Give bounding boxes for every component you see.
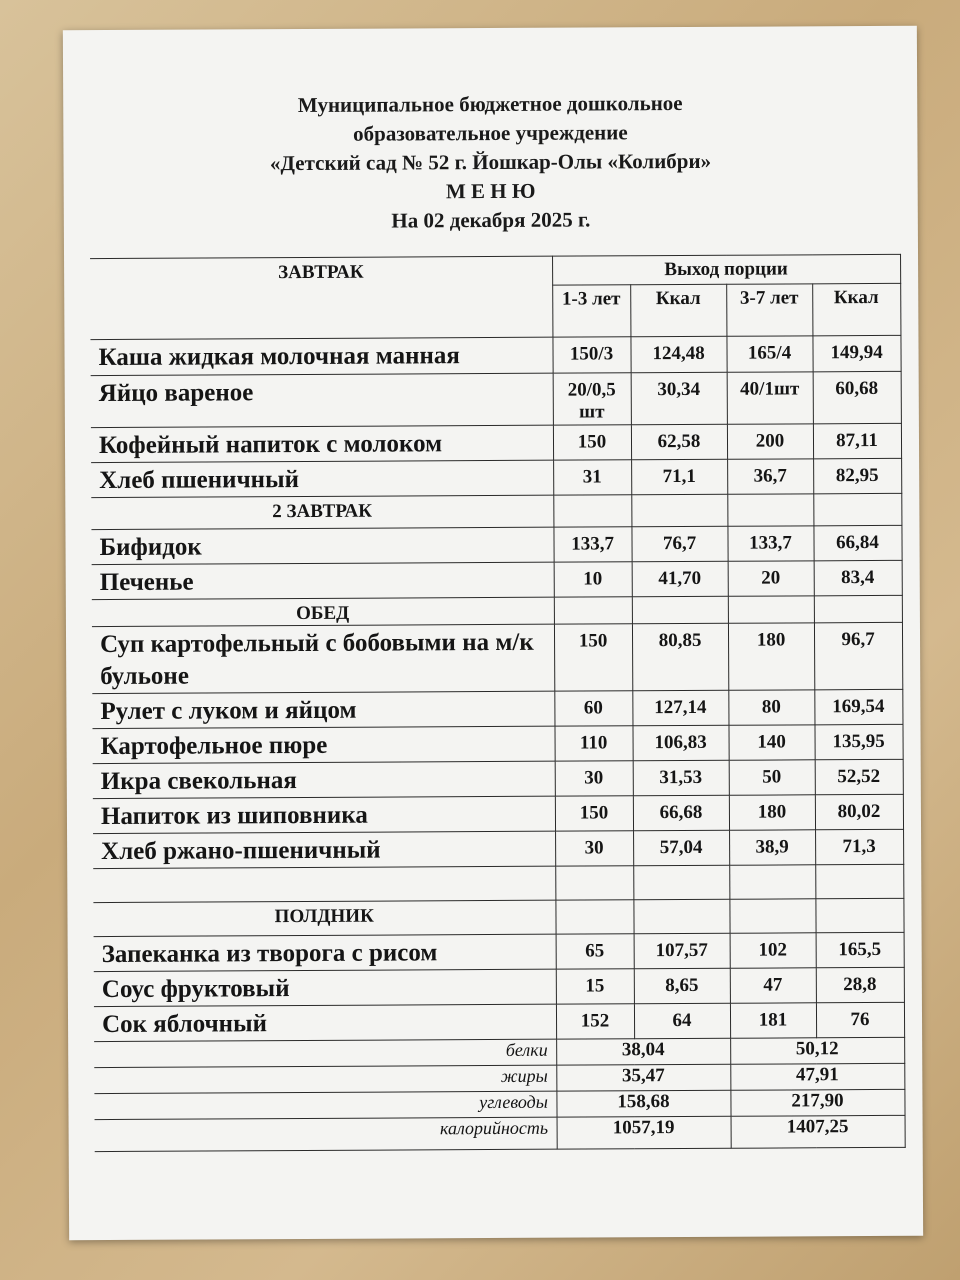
blank-row: [93, 864, 903, 902]
dish-row: [92, 689, 902, 728]
portion-3-7: 40/1шт: [727, 372, 813, 424]
section-title: 2 ЗАВТРАК: [91, 495, 553, 529]
dish-name: Каша жидкая молочная манная: [90, 337, 552, 375]
empty-cell: [815, 898, 903, 932]
portion-1-3: 30: [555, 761, 633, 796]
empty-cell: [554, 597, 632, 624]
kcal-1-3: 66,68: [633, 795, 729, 831]
total-row: [95, 1115, 905, 1151]
dish-row: [93, 759, 903, 798]
portion-3-7: 165/4: [726, 336, 812, 372]
dish-row: [93, 794, 903, 833]
portion-1-3: 60: [554, 691, 632, 726]
menu-sheet: [63, 26, 923, 1240]
kcal-3-7: 135,95: [814, 724, 902, 759]
portion-3-7: 140: [728, 725, 814, 760]
portion-3-7: 20: [728, 561, 814, 596]
total-1-3: 158,68: [556, 1090, 730, 1117]
dish-name: Картофельное пюре: [92, 726, 554, 763]
portion-1-3: 150: [555, 796, 633, 831]
portion-3-7: 181: [730, 1003, 816, 1038]
portion-3-7: 80: [728, 690, 814, 725]
section-title: ПОЛДНИК: [93, 900, 555, 936]
portion-1-3: 65: [556, 934, 634, 969]
dish-name: Яйцо вареное: [91, 373, 553, 427]
section-row: [91, 493, 901, 529]
empty-cell: [729, 899, 815, 933]
kcal-3-7: 83,4: [814, 560, 902, 595]
portion-3-7: 200: [727, 424, 813, 459]
portion-output-header: Выход порции: [552, 254, 900, 285]
empty-cell: [633, 899, 729, 934]
portion-3-7: 47: [730, 968, 816, 1003]
dish-name: Хлеб ржано-пшеничный: [93, 831, 555, 868]
empty-cell: [813, 493, 901, 525]
menu-table: [90, 254, 905, 1152]
dish-row: [93, 829, 903, 868]
portion-1-3: 150/3: [552, 337, 630, 373]
kcal-1-3: 30,34: [631, 372, 727, 425]
kcal-1-3: 31,53: [633, 760, 729, 796]
portion-3-7: 180: [729, 795, 815, 830]
empty-cell: [814, 595, 902, 622]
kcal-3-7: 28,8: [816, 967, 904, 1002]
total-1-3: 1057,19: [557, 1116, 731, 1149]
kcal-3-7: 71,3: [815, 829, 903, 864]
portion-3-7: 50: [729, 760, 815, 795]
kcal-1-3: 41,70: [632, 561, 728, 597]
dish-row: [91, 423, 901, 462]
kcal-1-3: 76,7: [631, 526, 727, 562]
dish-name: Соус фруктовый: [94, 969, 556, 1006]
kcal-1-3: 127,14: [632, 690, 728, 726]
kcal-1-3: 107,57: [634, 933, 730, 969]
kcal-1-3: 71,1: [631, 459, 727, 495]
dish-row: [94, 932, 904, 971]
dish-row: [92, 622, 902, 693]
kcal-1-3: 8,65: [634, 968, 730, 1004]
document-header: [63, 88, 918, 237]
dish-name: Рулет с луком и яйцом: [92, 691, 554, 728]
col-age-1-3: 1-3 лет: [552, 285, 630, 337]
portion-1-3: 30: [555, 831, 633, 866]
dish-name: Напиток из шиповника: [93, 796, 555, 833]
empty-cell: [631, 494, 727, 527]
kcal-3-7: 82,95: [813, 458, 901, 493]
empty-cell: [728, 596, 814, 623]
dish-name: Икра свекольная: [93, 761, 555, 798]
portion-3-7: 36,7: [727, 459, 813, 494]
total-label: углеводы: [94, 1091, 556, 1119]
portion-1-3: 150: [554, 624, 632, 691]
dish-row: [90, 335, 900, 375]
empty-cell: [727, 494, 813, 526]
kcal-3-7: 169,54: [814, 689, 902, 724]
dish-row: [91, 525, 901, 564]
portion-1-3: 10: [554, 562, 632, 597]
portion-3-7: 180: [728, 623, 814, 690]
kcal-3-7: 66,84: [813, 525, 901, 560]
portion-3-7: 133,7: [727, 526, 813, 561]
kcal-1-3: 80,85: [632, 623, 728, 691]
portion-1-3: 152: [556, 1004, 634, 1039]
dish-name: Суп картофельный с бобовыми на м/к бульоне: [92, 624, 554, 693]
dish-name: Бифидок: [91, 527, 553, 564]
dish-name: Печенье: [92, 562, 554, 599]
total-label: белки: [94, 1039, 556, 1067]
kcal-1-3: 62,58: [631, 424, 727, 460]
portion-1-3: 150: [553, 425, 631, 460]
col-age-3-7: 3-7 лет: [726, 284, 812, 336]
empty-cell: [632, 596, 728, 624]
header-line-2: образовательное учреждение: [353, 120, 628, 146]
total-3-7: 50,12: [730, 1037, 904, 1064]
dish-row: [91, 371, 901, 427]
total-1-3: 38,04: [556, 1038, 730, 1065]
total-label: калорийность: [95, 1117, 557, 1151]
kcal-3-7: 80,02: [815, 794, 903, 829]
empty-cell: [553, 495, 631, 527]
kcal-3-7: 52,52: [815, 759, 903, 794]
kcal-1-3: 124,48: [630, 336, 726, 373]
empty-cell: [93, 866, 555, 902]
dish-row: [94, 1002, 904, 1041]
portion-1-3: 20/0,5 шт: [553, 373, 631, 425]
empty-cell: [555, 866, 633, 900]
portion-3-7: 38,9: [729, 830, 815, 865]
dish-row: [92, 560, 902, 599]
kcal-1-3: 64: [634, 1003, 730, 1039]
section-row: [93, 898, 903, 936]
menu-date: На 02 декабря 2025 г.: [391, 207, 591, 233]
kcal-3-7: 76: [816, 1002, 904, 1037]
dish-row: [92, 724, 902, 763]
empty-cell: [815, 864, 903, 898]
menu-title: М Е Н Ю: [445, 178, 536, 204]
kcal-3-7: 87,11: [813, 423, 901, 458]
dish-name: Кофейный напиток с молоком: [91, 425, 553, 462]
total-3-7: 47,91: [730, 1063, 904, 1090]
kcal-3-7: 60,68: [813, 371, 901, 423]
portion-1-3: 15: [556, 969, 634, 1004]
total-label: жиры: [94, 1065, 556, 1093]
dish-name: Хлеб пшеничный: [91, 460, 553, 497]
kcal-3-7: 96,7: [814, 622, 902, 689]
total-1-3: 35,47: [556, 1064, 730, 1091]
header-line-1: Муниципальное бюджетное дошкольное: [297, 91, 683, 118]
kcal-3-7: 149,94: [812, 335, 900, 371]
header-line-3: «Детский сад № 52 г. Йошкар-Олы «Колибри»: [269, 148, 712, 176]
empty-cell: [729, 865, 815, 899]
total-3-7: 217,90: [730, 1089, 904, 1116]
portion-3-7: 102: [730, 933, 816, 968]
dish-row: [94, 967, 904, 1006]
kcal-1-3: 57,04: [633, 830, 729, 866]
dish-name: Сок яблочный: [94, 1004, 556, 1041]
section-title: ОБЕД: [92, 597, 554, 626]
col-kcal-1: Ккал: [630, 284, 726, 337]
kcal-1-3: 106,83: [632, 725, 728, 761]
dish-name: Запеканка из творога с рисом: [94, 934, 556, 971]
portion-1-3: 110: [554, 726, 632, 761]
empty-cell: [633, 865, 729, 900]
portion-1-3: 31: [553, 460, 631, 495]
total-3-7: 1407,25: [731, 1115, 905, 1148]
section-breakfast: ЗАВТРАК: [90, 256, 552, 339]
col-kcal-2: Ккал: [812, 283, 900, 335]
kcal-3-7: 165,5: [816, 932, 904, 967]
section-row: [92, 595, 902, 626]
empty-cell: [555, 900, 633, 934]
dish-row: [91, 458, 901, 497]
portion-1-3: 133,7: [553, 527, 631, 562]
